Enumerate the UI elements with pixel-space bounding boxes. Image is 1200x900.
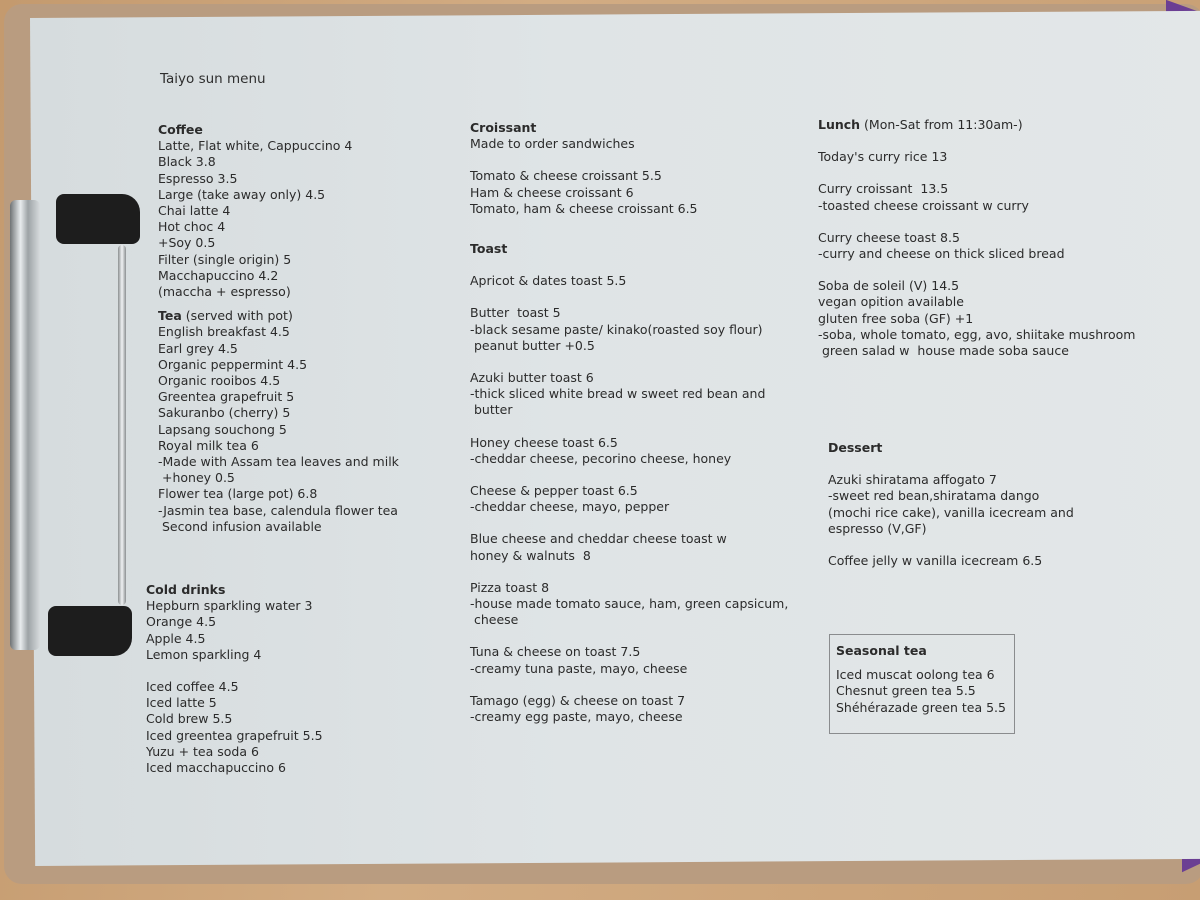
menu-item-description: -creamy tuna paste, mayo, cheese — [470, 660, 688, 676]
menu-item-group — [470, 305, 788, 354]
lunch-note: (Mon-Sat from 11:30am-) — [860, 117, 1023, 132]
cold-drinks-list — [146, 598, 323, 663]
menu-item-description: cheese — [470, 612, 519, 628]
tea-heading-line — [158, 308, 399, 324]
menu-item-group — [470, 435, 788, 467]
menu-item: Blue cheese and cheddar cheese toast w — [470, 531, 727, 547]
menu-item-description: -creamy egg paste, mayo, cheese — [470, 709, 683, 725]
menu-item-description: -thick sliced white bread w sweet red bean and — [470, 386, 766, 402]
column-dessert — [828, 440, 1074, 585]
menu-item-description: -soba, whole tomato, egg, avo, shiitake mushroom — [818, 326, 1136, 342]
menu-item: Coffee jelly w vanilla icecream 6.5 — [828, 553, 1043, 569]
menu-item: Chai latte 4 — [158, 203, 231, 219]
menu-item-description: butter — [470, 402, 513, 418]
menu-item: Azuki butter toast 6 — [470, 370, 594, 386]
menu-item-group — [818, 149, 1135, 165]
menu-item: Iced coffee 4.5 — [146, 679, 239, 695]
menu-item-description: -black sesame paste/ kinako(roasted soy flour) — [470, 321, 763, 337]
menu-title: Taiyo sun menu — [160, 71, 266, 87]
menu-item: Today's curry rice 13 — [818, 149, 948, 165]
menu-item-group — [470, 580, 788, 629]
column-food — [470, 120, 788, 741]
coffee-heading: Coffee — [158, 122, 203, 137]
menu-item: Hot choc 4 — [158, 219, 226, 235]
menu-item: Iced muscat oolong tea 6 — [836, 667, 995, 683]
menu-item: +honey 0.5 — [158, 470, 235, 486]
menu-item: Macchapuccino 4.2 — [158, 267, 279, 283]
menu-item: Iced macchapuccino 6 — [146, 760, 286, 776]
menu-item-description: espresso (V,GF) — [828, 520, 927, 536]
column-lunch — [818, 117, 1135, 375]
croissant-list — [470, 168, 788, 217]
menu-item: Curry cheese toast 8.5 — [818, 229, 960, 245]
menu-item: -Made with Assam tea leaves and milk — [158, 454, 399, 470]
croissant-sub: Made to order sandwiches — [470, 136, 635, 152]
menu-item: Filter (single origin) 5 — [158, 251, 292, 267]
menu-item: Cold brew 5.5 — [146, 711, 233, 727]
menu-item: Honey cheese toast 6.5 — [470, 434, 618, 450]
column-drinks — [158, 122, 399, 535]
menu-item-group — [818, 181, 1135, 213]
iced-drinks-list — [146, 679, 323, 776]
menu-item-group — [818, 278, 1135, 359]
menu-item: Pizza toast 8 — [470, 579, 550, 595]
menu-item-group — [470, 370, 788, 419]
menu-item: Sakuranbo (cherry) 5 — [158, 405, 291, 421]
menu-item: Tomato, ham & cheese croissant 6.5 — [470, 200, 698, 216]
lunch-list — [818, 149, 1135, 359]
menu-item: Lemon sparkling 4 — [146, 646, 262, 662]
tea-heading: Tea — [158, 308, 182, 324]
toast-list — [470, 273, 788, 725]
menu-item: Organic rooibos 4.5 — [158, 373, 281, 389]
menu-item: Second infusion available — [158, 518, 322, 534]
column-seasonal — [836, 643, 1006, 716]
menu-item-group — [470, 483, 788, 515]
menu-item-description: vegan opition available — [818, 294, 964, 310]
menu-item: Chesnut green tea 5.5 — [836, 683, 976, 699]
menu-item: Iced latte 5 — [146, 695, 217, 711]
seasonal-list — [836, 667, 1006, 716]
lunch-heading: Lunch — [818, 117, 861, 132]
menu-item: Latte, Flat white, Cappuccino 4 — [158, 138, 353, 154]
lunch-heading-line — [818, 117, 1135, 133]
menu-item-description: (mochi rice cake), vanilla icecream and — [828, 504, 1074, 520]
menu-item: English breakfast 4.5 — [158, 324, 290, 340]
menu-item-description: peanut butter +0.5 — [470, 337, 595, 353]
menu-item: Apricot & dates toast 5.5 — [470, 273, 627, 289]
menu-item: Hepburn sparkling water 3 — [146, 598, 313, 614]
tea-list — [158, 324, 399, 535]
menu-item: Organic peppermint 4.5 — [158, 356, 308, 372]
menu-item-description: -sweet red bean,shiratama dango — [828, 488, 1040, 504]
menu-item-description: -toasted cheese croissant w curry — [818, 197, 1029, 213]
menu-item-description: -cheddar cheese, mayo, pepper — [470, 499, 670, 515]
menu-item-description: green salad w house made soba sauce — [818, 343, 1069, 359]
menu-item: Shéhérazade green tea 5.5 — [836, 699, 1006, 715]
coffee-list — [158, 138, 399, 300]
menu-item: Royal milk tea 6 — [158, 437, 259, 453]
menu-item-description: honey & walnuts 8 — [470, 547, 591, 563]
menu-item-group — [470, 273, 788, 289]
menu-item-group — [818, 230, 1135, 262]
clip-wire — [118, 245, 126, 605]
menu-item: Espresso 3.5 — [158, 170, 238, 186]
menu-item-group — [470, 693, 788, 725]
menu-item-group — [828, 553, 1074, 569]
toast-heading: Toast — [470, 241, 508, 257]
menu-item: Greentea grapefruit 5 — [158, 389, 295, 405]
menu-item: Soba de soleil (V) 14.5 — [818, 278, 960, 294]
tea-note: (served with pot) — [181, 308, 293, 324]
menu-item: Tamago (egg) & cheese on toast 7 — [470, 692, 686, 708]
menu-item: Flower tea (large pot) 6.8 — [158, 486, 318, 502]
menu-item-description: -curry and cheese on thick sliced bread — [818, 246, 1065, 262]
menu-item: Butter toast 5 — [470, 305, 561, 321]
clip-bar — [10, 200, 40, 650]
menu-item-description: -cheddar cheese, pecorino cheese, honey — [470, 450, 732, 466]
menu-item: Apple 4.5 — [146, 630, 206, 646]
menu-item-group — [470, 531, 788, 563]
menu-item: Curry croissant 13.5 — [818, 181, 949, 197]
menu-item: Black 3.8 — [158, 154, 216, 170]
menu-item: +Soy 0.5 — [158, 235, 216, 251]
dessert-heading: Dessert — [828, 440, 883, 455]
dessert-list — [828, 472, 1074, 569]
menu-item: Tuna & cheese on toast 7.5 — [470, 644, 641, 660]
menu-item: (maccha + espresso) — [158, 284, 291, 300]
menu-item: Large (take away only) 4.5 — [158, 186, 326, 202]
menu-item: Orange 4.5 — [146, 614, 217, 630]
cold-drinks-heading: Cold drinks — [146, 582, 226, 597]
menu-item-group — [470, 644, 788, 676]
menu-item: Tomato & cheese croissant 5.5 — [470, 168, 662, 184]
menu-item: Yuzu + tea soda 6 — [146, 743, 259, 759]
menu-item-description: gluten free soba (GF) +1 — [818, 310, 974, 326]
menu-item: -Jasmin tea base, calendula flower tea — [158, 502, 398, 518]
menu-item: Earl grey 4.5 — [158, 340, 238, 356]
menu-item-group — [828, 472, 1074, 537]
menu-item-description: -house made tomato sauce, ham, green capsicum, — [470, 596, 789, 612]
menu-item: Azuki shiratama affogato 7 — [828, 472, 997, 488]
seasonal-heading: Seasonal tea — [836, 643, 927, 658]
clip-cap-bottom[interactable] — [48, 606, 132, 656]
menu-item: Lapsang souchong 5 — [158, 421, 287, 437]
clip-cap-top[interactable] — [56, 194, 140, 244]
menu-item: Iced greentea grapefruit 5.5 — [146, 727, 323, 743]
menu-item: Ham & cheese croissant 6 — [470, 184, 634, 200]
column-cold — [146, 582, 323, 776]
croissant-heading: Croissant — [470, 120, 537, 135]
menu-item: Cheese & pepper toast 6.5 — [470, 483, 638, 499]
